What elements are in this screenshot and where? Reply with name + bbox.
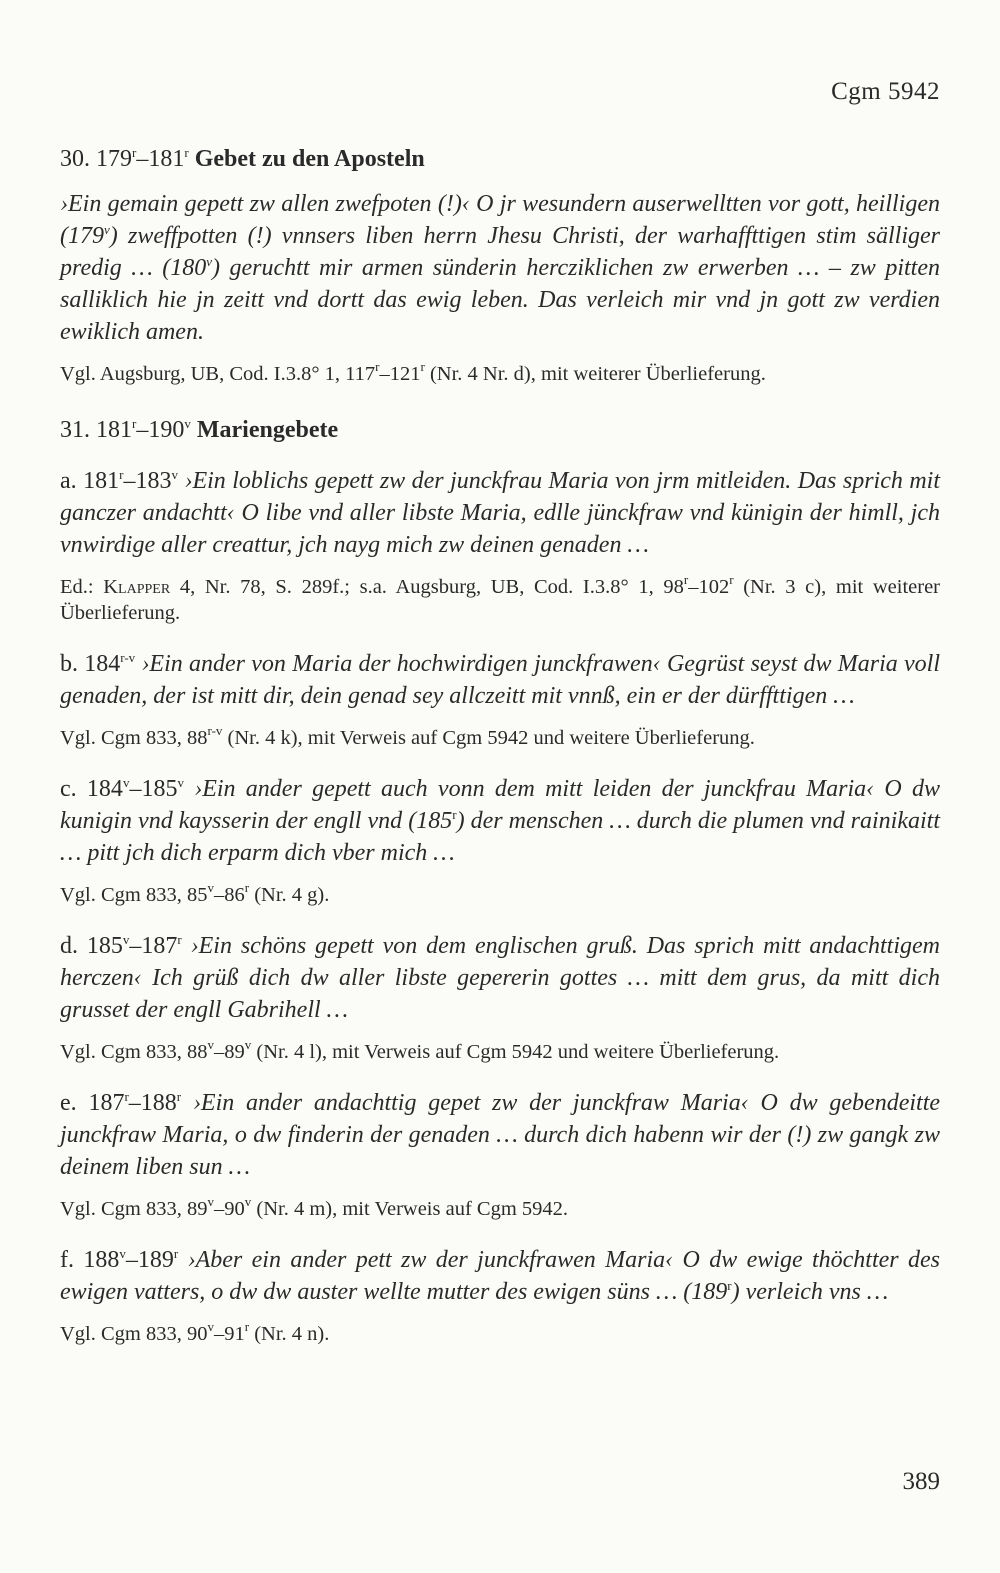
- text-span: ) geruchtt mir armen sünderin hercziklichen zw erwerben … – zw pitten salliklich hie jn zeitt vnd dortt das ewig leben. Das verleich mir vnd jn gott zw verdien ewiklich amen.: [60, 255, 941, 345]
- ref-span: –102: [688, 576, 730, 598]
- page-number: 389: [902, 1468, 940, 1495]
- item-f-text: [60, 1244, 940, 1308]
- section-number: 31. 181: [60, 417, 132, 443]
- section-30-text: [60, 188, 940, 348]
- item-c-reference: [60, 882, 940, 908]
- section-title: Gebet zu den Aposteln: [194, 146, 425, 172]
- item-label: –189: [125, 1247, 174, 1273]
- folio-range: –181: [136, 146, 185, 172]
- section-30-heading: [60, 143, 940, 175]
- ref-span: (Nr. 4 g).: [249, 884, 330, 906]
- folio-sup: r: [173, 1246, 179, 1261]
- item-incipit: ›Aber ein ander pett zw der junckfrawen Maria‹ O dw ewige thöchtter des ewigen vatters, o dw dw auster wellte mutter des ewigen süns … (189: [60, 1247, 941, 1305]
- ref-span: Vgl. Cgm 833, 88: [60, 727, 208, 749]
- section-title: Mariengebete: [196, 417, 339, 443]
- item-label: c. 184: [60, 776, 123, 802]
- item-d-text: [60, 930, 940, 1026]
- folio-sup: r: [244, 1319, 250, 1334]
- folio-sup: v: [207, 1319, 214, 1334]
- item-a-text: [60, 465, 940, 561]
- ref-author: Klapper: [103, 576, 171, 598]
- item-label: –188: [128, 1090, 177, 1116]
- item-a-reference: [60, 574, 940, 626]
- folio-sup: v: [207, 1194, 214, 1209]
- ref-span: Vgl. Cgm 833, 85: [60, 884, 208, 906]
- catalog-content: [60, 143, 940, 1347]
- folio-sup: r: [124, 1089, 129, 1104]
- item-label: –183: [123, 468, 172, 494]
- ref-span: (Nr. 4 Nr. d), mit weiterer Überlieferung.: [424, 363, 766, 385]
- folio-sup: r: [727, 1278, 732, 1293]
- ref-span: (Nr. 4 l), mit Verweis auf Cgm 5942 und weitere Überlieferung.: [251, 1041, 780, 1063]
- item-incipit: ) verleich vns …: [731, 1279, 889, 1305]
- folio-sup: r: [176, 1089, 182, 1104]
- ref-span: (Nr. 4 m), mit Verweis auf Cgm 5942.: [251, 1198, 569, 1220]
- item-incipit: ›Ein ander von Maria der hochwirdigen junckfrawen‹ Gegrüst seyst dw Maria voll genaden, der ist mitt dir, dein genad sey allczeitt mit vnnß, ein er der dürffttigen …: [60, 651, 941, 709]
- folio-sup: v: [104, 222, 110, 237]
- folio-sup: r: [452, 807, 457, 822]
- ref-span: 4, Nr. 78, S. 289f.; s.a. Augsburg, UB, Cod. I.3.8° 1, 98: [170, 576, 684, 598]
- folio-sup: v: [122, 775, 130, 790]
- folio-sup: r: [244, 880, 250, 895]
- item-c-text: [60, 773, 940, 869]
- item-label: f. 188: [60, 1247, 120, 1273]
- folio-sup: v: [119, 1246, 126, 1261]
- folio-sup: r: [119, 467, 124, 482]
- item-e-reference: [60, 1196, 940, 1222]
- item-incipit: ›Ein ander andachttig gepet zw der junckfraw Maria‹ O dw gebendeitte junckfraw Maria, o dw finderin der genaden … durch dich habenn wir der (!) zw gangk zw deinem liben sun …: [60, 1090, 941, 1180]
- item-label: a. 181: [60, 468, 120, 494]
- item-label: –187: [129, 933, 178, 959]
- item-e-text: [60, 1087, 940, 1183]
- running-header: Cgm 5942: [831, 78, 940, 105]
- folio-sup: v: [244, 1194, 252, 1209]
- folio-sup: r: [184, 145, 189, 160]
- ref-span: (Nr. 4 n).: [249, 1323, 330, 1345]
- item-b-reference: [60, 725, 940, 751]
- folio-sup: v: [184, 416, 191, 431]
- item-f-reference: [60, 1321, 940, 1347]
- ref-span: Vgl. Cgm 833, 90: [60, 1323, 208, 1345]
- folio-sup: v: [171, 467, 178, 482]
- ref-span: Vgl. Cgm 833, 88: [60, 1041, 208, 1063]
- ref-span: (Nr. 4 k), mit Verweis auf Cgm 5942 und weitere Überlieferung.: [222, 727, 755, 749]
- item-label: d. 185: [60, 933, 123, 959]
- folio-sup: r: [729, 572, 734, 587]
- text-span: ) zweffpotten (!) vnnsers liben herrn Jhesu Christi, der warhaffttigen stim sälliger predig … (180: [60, 223, 940, 281]
- ref-span: –89: [214, 1041, 245, 1063]
- ref-span: –91: [214, 1323, 245, 1345]
- item-incipit: ›Ein ander gepett auch vonn dem mitt leiden der junckfrau Maria‹ O dw kunigin vnd kaysserin der engll vnd (185: [60, 776, 941, 834]
- item-incipit: ›Ein schöns gepett von dem englischen gruß. Das sprich mitt andachttigem herczen‹ Ich grüß dich dw aller libste gepererin gottes … mitt dem grus, da mitt dich grusset der engll Gabrihell …: [60, 933, 941, 1023]
- item-label: b. 184: [60, 651, 121, 677]
- folio-sup: v: [207, 1037, 214, 1052]
- folio-sup: r: [132, 416, 137, 431]
- section-31-heading: [60, 414, 940, 446]
- folio-sup: r: [132, 145, 137, 160]
- folio-sup: r: [177, 932, 182, 947]
- ref-span: –121: [379, 363, 421, 385]
- folio-sup: v: [207, 880, 214, 895]
- folio-range: –190: [136, 417, 185, 443]
- ref-span: (Nr. 3 c), mit weiterer Überlieferung.: [60, 576, 941, 624]
- folio-sup: r: [683, 572, 689, 587]
- ref-span: –86: [214, 884, 245, 906]
- folio-sup: v: [177, 775, 184, 790]
- folio-sup: r: [375, 359, 380, 374]
- item-label: e. 187: [60, 1090, 125, 1116]
- folio-sup: v: [206, 254, 212, 269]
- ref-span: Ed.:: [60, 576, 104, 598]
- item-d-reference: [60, 1039, 940, 1065]
- item-incipit: ›Ein loblichs gepett zw der junckfrau Maria von jrm mitleiden. Das sprich mit ganczer andachtt‹ O libe vnd aller libste Maria, edlle jünckfraw vnd künigin der himll, jch vnwirdige aller creattur, jch nayg mich zw deinen genaden …: [60, 468, 941, 558]
- section-number: 30. 179: [60, 146, 132, 172]
- ref-span: Vgl. Cgm 833, 89: [60, 1198, 208, 1220]
- section-30-reference: [60, 361, 940, 387]
- folio-sup: r-v: [207, 723, 223, 738]
- folio-sup: r: [420, 359, 425, 374]
- folio-sup: v: [122, 932, 130, 947]
- item-label: –185: [129, 776, 178, 802]
- item-b-text: [60, 648, 940, 712]
- ref-span: –90: [214, 1198, 245, 1220]
- text-span: ›Ein gemain gepett zw allen zwefpoten (!)‹ O jr wesundern auserwelltten vor gott, heilligen (179: [60, 191, 940, 249]
- ref-span: Vgl. Augsburg, UB, Cod. I.3.8° 1, 117: [60, 363, 376, 385]
- folio-sup: r-v: [120, 650, 136, 665]
- folio-sup: v: [244, 1037, 252, 1052]
- item-incipit: ) der menschen … durch die plumen vnd rainikaitt … pitt jch dich erparm dich vber mich …: [60, 808, 940, 866]
